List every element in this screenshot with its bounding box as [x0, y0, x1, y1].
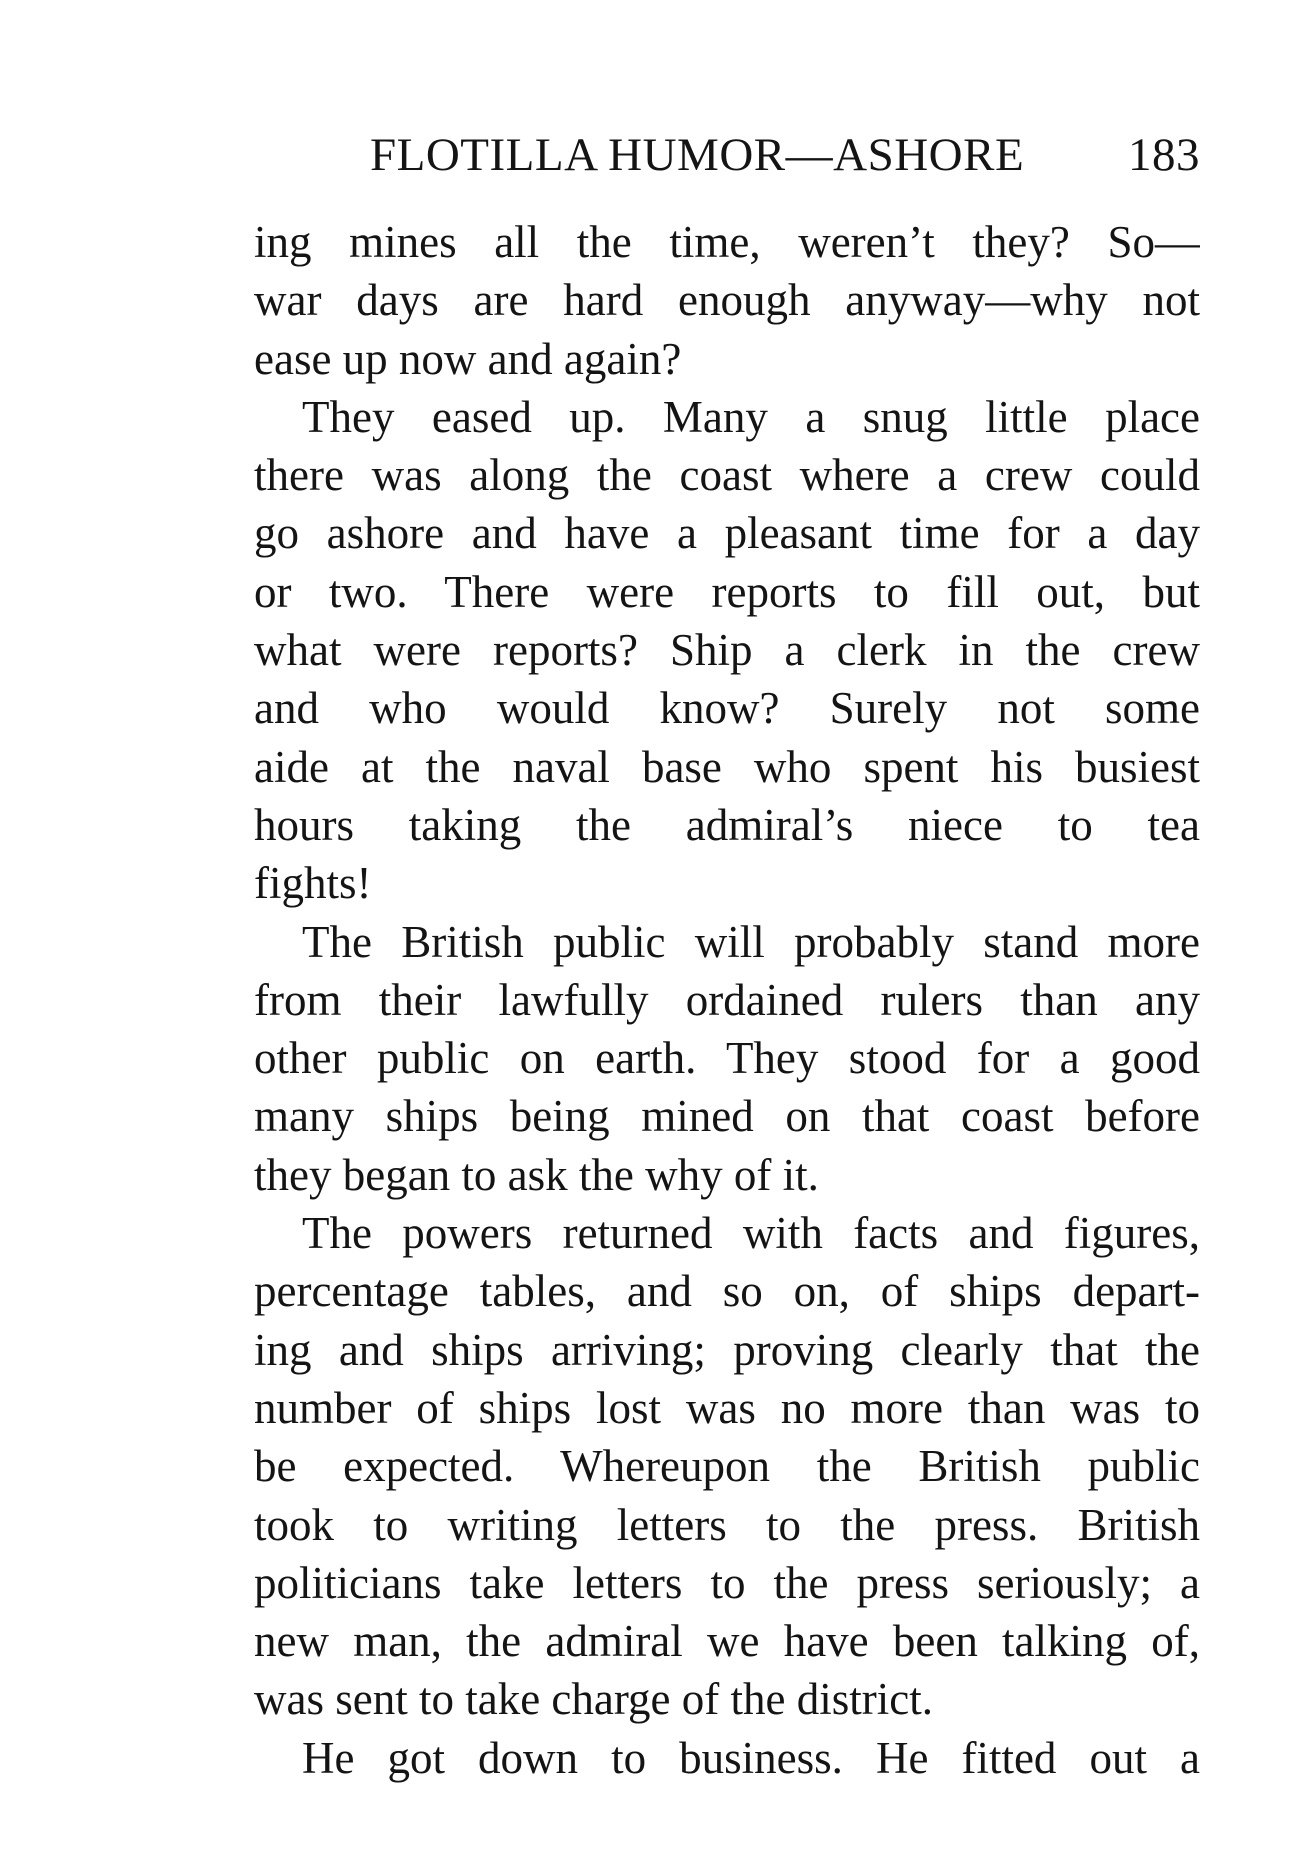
text-line: aide at the naval base who spent his busiest	[254, 741, 1200, 792]
running-header	[370, 125, 1200, 185]
text-line: ing and ships arriving; proving clearly that the	[254, 1324, 1200, 1375]
text-line: there was along the coast where a crew could	[254, 450, 1200, 501]
text-line: from their lawfully ordained rulers than any	[254, 974, 1200, 1025]
text-line: percentage tables, and so on, of ships depart-	[254, 1266, 1200, 1317]
paragraph	[254, 213, 1200, 388]
text-line: go ashore and have a pleasant time for a day	[254, 508, 1200, 559]
text-line: The powers returned with facts and figures,	[302, 1208, 1200, 1259]
text-line: be expected. Whereupon the British public	[254, 1441, 1200, 1492]
text-line: The British public will probably stand more	[302, 916, 1200, 967]
text-line: many ships being mined on that coast before	[254, 1091, 1200, 1142]
text-line: hours taking the admiral’s niece to tea	[254, 799, 1200, 850]
text-line: new man, the admiral we have been talking of,	[254, 1616, 1200, 1667]
text-line: fights!	[254, 858, 372, 909]
text-line: ing mines all the time, weren’t they? So—	[254, 217, 1200, 267]
text-line: or two. There were reports to fill out, but	[254, 566, 1200, 617]
paragraph	[254, 1204, 1200, 1729]
running-title: FLOTILLA HUMOR—ASHORE	[370, 129, 1025, 181]
paragraph	[254, 913, 1200, 1204]
text-line: other public on earth. They stood for a good	[254, 1033, 1200, 1084]
text-line: war days are hard enough anyway—why not	[254, 275, 1200, 326]
text-line: number of ships lost was no more than was to	[254, 1382, 1200, 1433]
text-line: politicians take letters to the press seriously; a	[254, 1557, 1200, 1608]
page-number: 183	[1128, 129, 1200, 181]
text-line: ease up now and again?	[254, 333, 682, 384]
text-line: He got down to business. He fitted out a	[302, 1732, 1200, 1783]
paragraph	[254, 1729, 1200, 1787]
body-text	[254, 213, 1200, 1787]
paragraph	[254, 388, 1200, 913]
text-line: and who would know? Surely not some	[254, 683, 1200, 734]
text-line: was sent to take charge of the district.	[254, 1674, 933, 1725]
text-line: what were reports? Ship a clerk in the crew	[254, 625, 1200, 676]
text-line: They eased up. Many a snug little place	[302, 391, 1200, 442]
text-line: they began to ask the why of it.	[254, 1149, 819, 1200]
text-line: took to writing letters to the press. British	[254, 1499, 1200, 1550]
